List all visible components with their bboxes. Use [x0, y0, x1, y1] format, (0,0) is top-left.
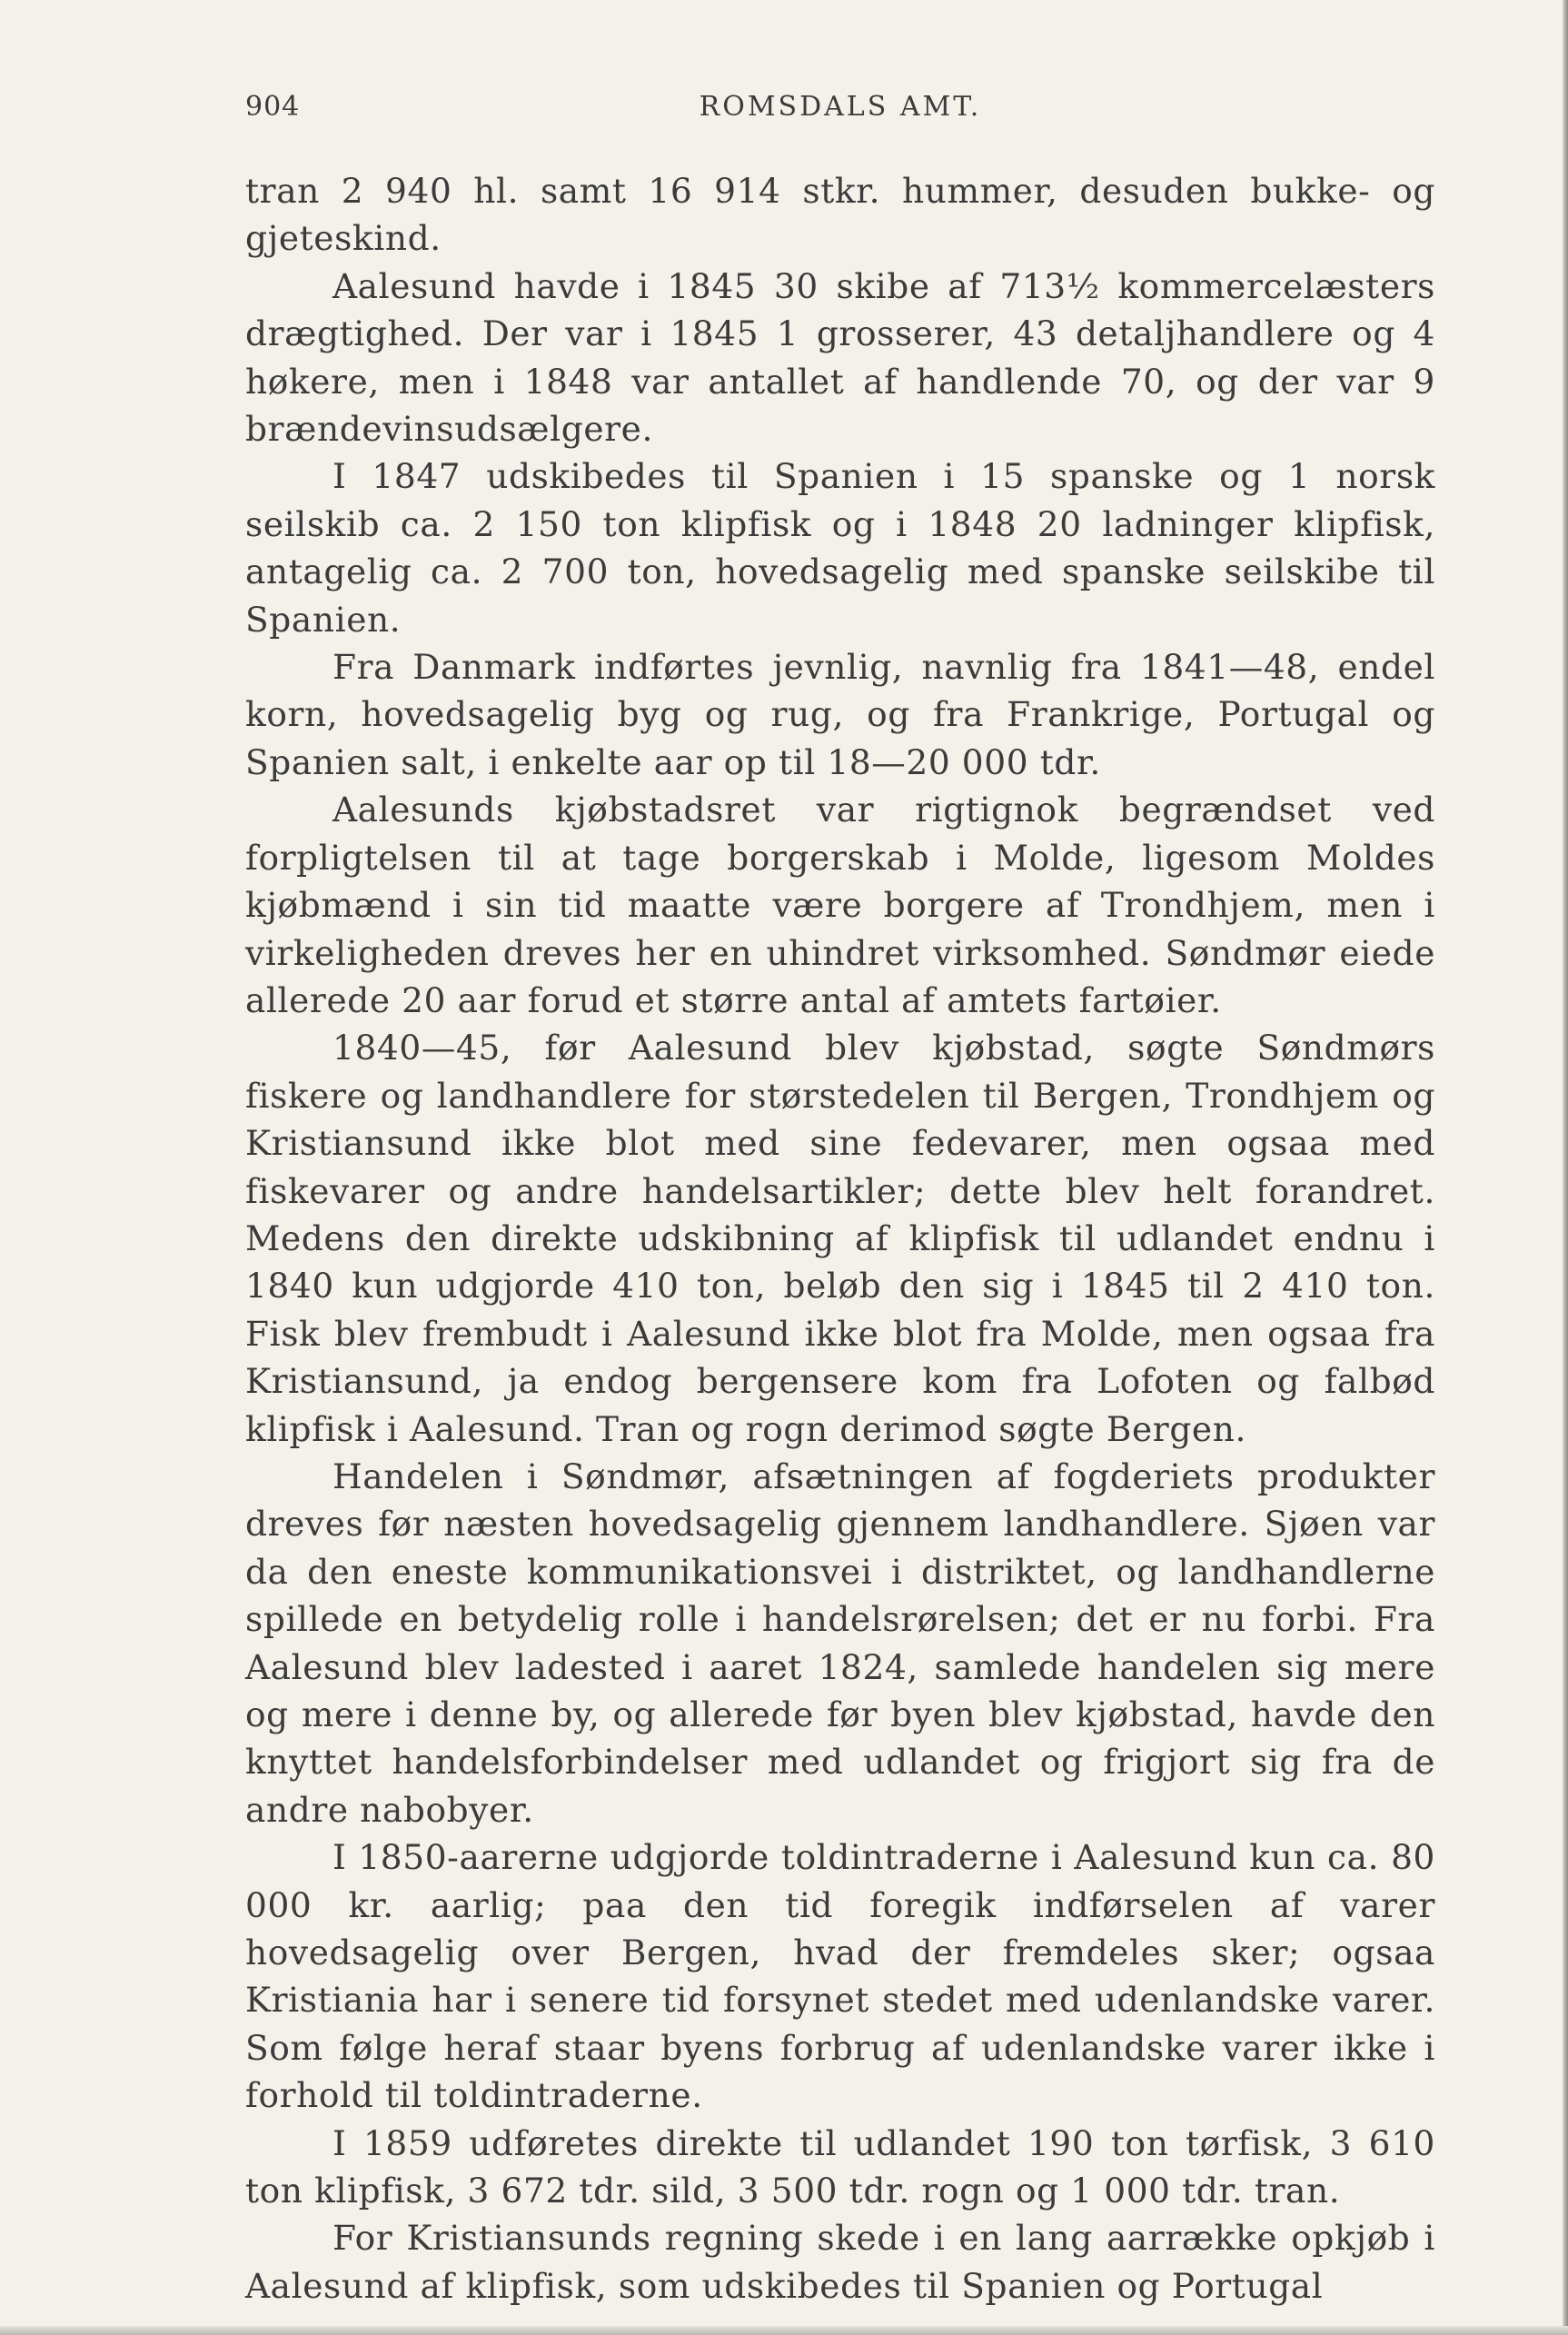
paragraph: I 1850-aarerne udgjorde toldintraderne i Aalesund kun ca. 80 000 kr. aarlig; paa den tid foregik indførselen af varer hovedsagelig over Bergen, hvad der fremdeles sker; ogsaa Kristiania har i senere tid forsynet stedet med udenlandske varer. Som følge heraf staar byens forbrug af udenlandske varer ikke i forhold til toldintraderne. — [245, 1837, 1435, 2116]
page-bottom-edge — [0, 2326, 1568, 2335]
running-title: ROMSDALS AMT. — [699, 91, 982, 123]
paragraph: I 1847 udskibedes til Spanien i 15 spanske og 1 norsk seilskib ca. 2 150 ton klipfisk og i 1848 20 ladninger klipfisk, antagelig ca. 2 700 ton, hovedsagelig med spanske seilskibe til Spanien. — [245, 456, 1435, 640]
paragraph: tran 2 940 hl. samt 16 914 stkr. hummer, desuden bukke- og gjeteskind. — [245, 171, 1435, 259]
page-number: 904 — [245, 91, 301, 123]
paragraph: Aalesund havde i 1845 30 skibe af 713½ kommercelæsters drægtighed. Der var i 1845 1 grosserer, 43 detaljhandlere og 4 høkere, men i 1848 var antallet af handlende 70, og der var 9 brændevinsudsælgere. — [245, 265, 1435, 450]
paragraph: 1840—45, før Aalesund blev kjøbstad, søgte Søndmørs fiskere og landhandlere for størstedelen til Bergen, Trondhjem og Kristiansund ikke blot med sine fedevarer, men ogsaa med fiskevarer og andre handelsartikler; dette blev helt forandret. Medens den direkte udskibning af klipfisk til udlandet endnu i 1840 kun udgjorde 410 ton, beløb den sig i 1845 til 2 410 ton. Fisk blev frembudt i Aalesund ikke blot fra Molde, men ogsaa fra Kristiansund, ja endog bergensere kom fra Lofoten og falbød klipfisk i Aalesund. Tran og rogn derimod søgte Bergen. — [245, 1028, 1435, 1449]
paragraph: Fra Danmark indførtes jevnlig, navnlig fra 1841—48, endel korn, hovedsagelig byg og rug, og fra Frankrige, Portugal og Spanien salt, i enkelte aar op til 18—20 000 tdr. — [245, 647, 1435, 782]
page-body — [245, 167, 1435, 2310]
paragraph: I 1859 udføretes direkte til udlandet 190 ton tørfisk, 3 610 ton klipfisk, 3 672 tdr. sild, 3 500 tdr. rogn og 1 000 tdr. tran. — [245, 2122, 1435, 2211]
page-edge-shadow — [1563, 0, 1568, 2335]
paragraph: For Kristiansunds regning skede i en lang aarrække opkjøb i Aalesund af klipfisk, som udskibedes til Spanien og Portugal — [245, 2218, 1435, 2306]
paragraph: Handelen i Søndmør, afsætningen af fogderiets produkter dreves før næsten hovedsagelig gjennem landhandlere. Sjøen var da den eneste kommunikationsvei i distriktet, og landhandlerne spillede en betydelig rolle i handelsrørelsen; det er nu forbi. Fra Aalesund blev ladested i aaret 1824, samlede handelen sig mere og mere i denne by, og allerede før byen blev kjøbstad, havde den knyttet handelsforbindelser med udlandet og frigjort sig fra de andre nabobyer. — [245, 1456, 1435, 1830]
page-header — [245, 91, 1435, 136]
paragraph: Aalesunds kjøbstadsret var rigtignok begrændset ved forpligtelsen til at tage borgerskab i Molde, ligesom Moldes kjøbmænd i sin tid maatte være borgere af Trondhjem, men i virkeligheden dreves her en uhindret virksomhed. Søndmør eiede allerede 20 aar forud et større antal af amtets fartøier. — [245, 790, 1435, 1020]
